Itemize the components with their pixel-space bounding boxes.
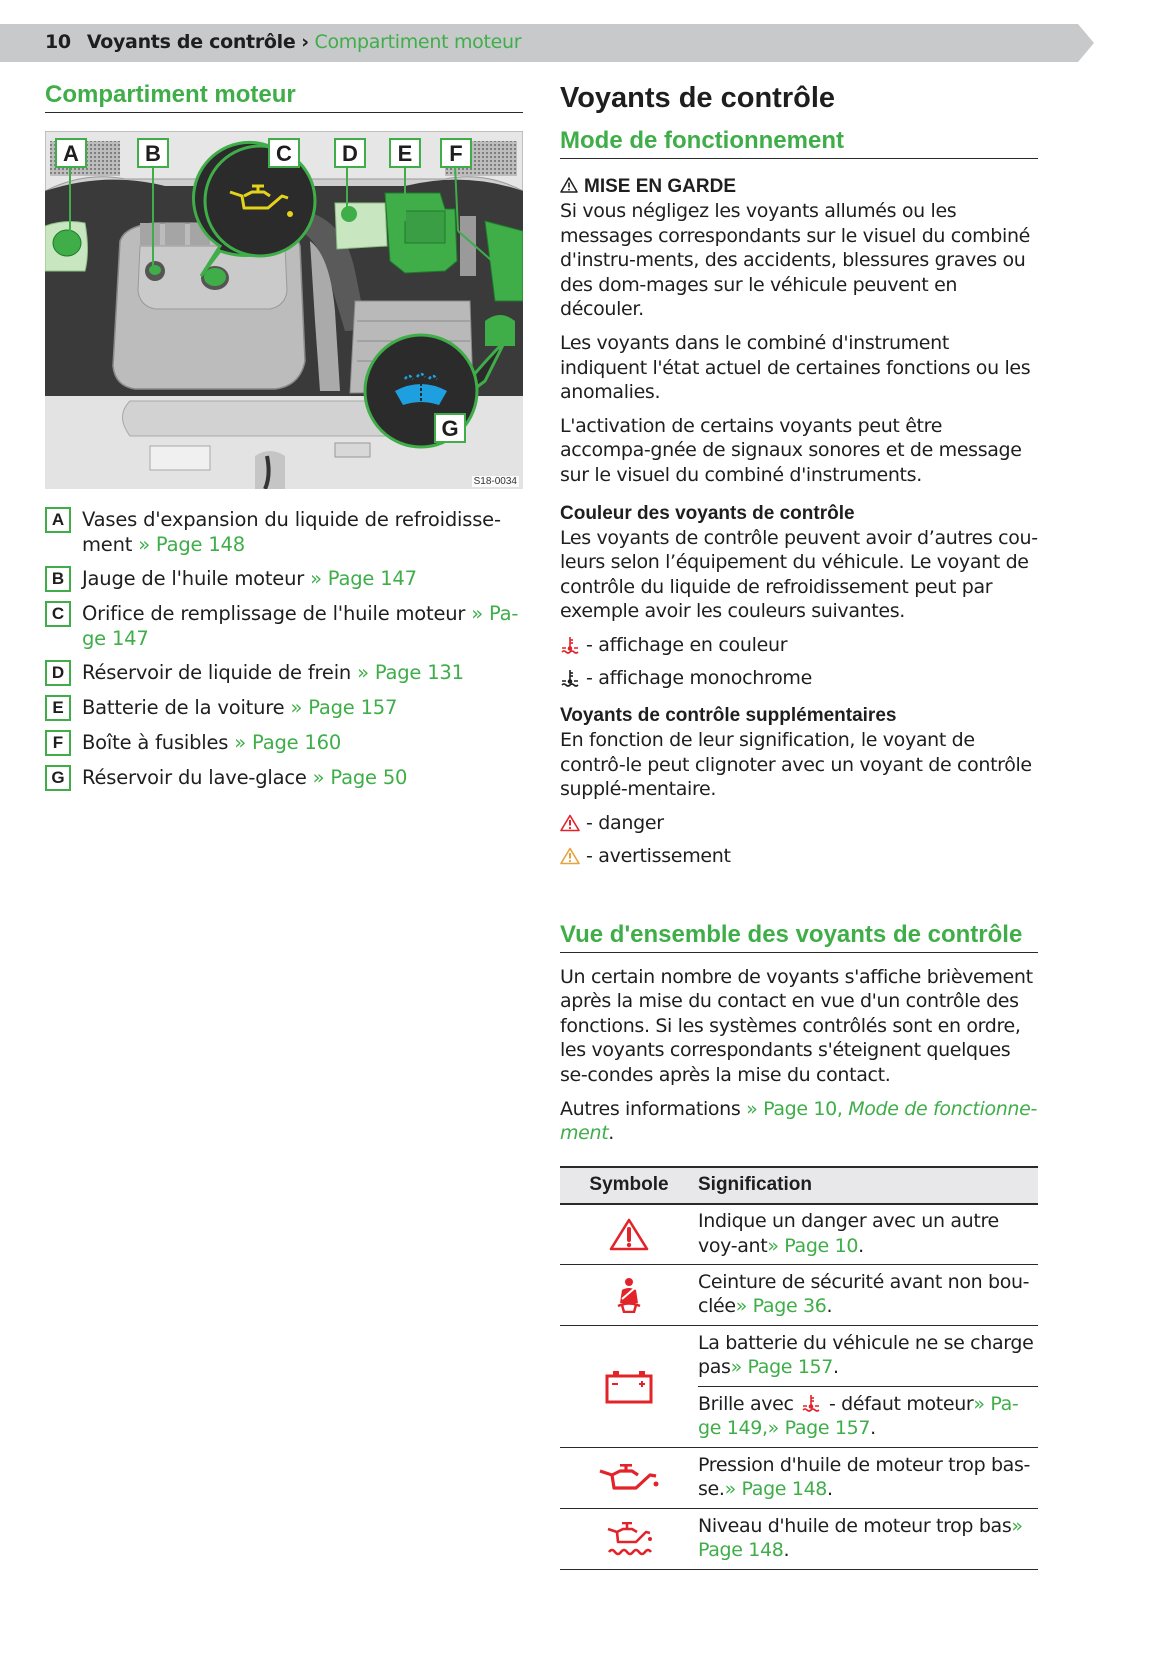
legend-item-a — [45, 507, 523, 557]
warning-heading — [560, 175, 1038, 199]
punctuation: . — [608, 1122, 614, 1145]
item-text: - danger — [586, 811, 664, 834]
table-row — [560, 1204, 1038, 1265]
table-row — [560, 1326, 1038, 1387]
section-title-overview: Vue d'ensemble des voyants de contrôle — [560, 920, 1038, 953]
svg-text:F: F — [449, 141, 463, 166]
battery-icon — [605, 1370, 653, 1404]
legend-key: E — [45, 695, 71, 721]
punctuation: . — [826, 1295, 833, 1318]
breadcrumb-current[interactable]: Compartiment moteur — [314, 31, 522, 53]
meaning-cell — [698, 1265, 1038, 1326]
color-display-item — [560, 633, 1038, 657]
meaning-text: Indique un danger avec un autre voy-ant — [698, 1210, 999, 1257]
page-number: 10 — [45, 31, 71, 53]
page-link[interactable]: » Page 157 — [284, 696, 398, 719]
legend-item-e — [45, 695, 523, 721]
oil-level-icon — [606, 1522, 652, 1556]
page-link[interactable]: » Page 50 — [306, 766, 408, 789]
oil-pressure-icon — [598, 1464, 660, 1492]
legend-text: Jauge de l'huile moteur — [82, 567, 305, 590]
meaning-text: - défaut moteur — [823, 1392, 974, 1415]
paragraph: L'activation de certains voyants peut être accompa-gnée de signaux sonores et de message sur le visuel du combiné d'instruments. — [560, 414, 1022, 486]
meaning-text: Pression d'huile de moteur trop bas-se. — [698, 1453, 1031, 1501]
chapter-title: Voyants de contrôle — [560, 82, 836, 114]
symbol-table — [560, 1166, 1038, 1571]
legend-item-g — [45, 765, 523, 791]
svg-text:B: B — [145, 141, 161, 166]
legend-key: G — [45, 765, 71, 791]
table-header-row — [560, 1167, 1038, 1204]
item-text: - affichage monochrome — [586, 666, 813, 689]
mono-display-item — [560, 666, 1038, 690]
legend-key: C — [45, 601, 71, 627]
meaning-cell — [698, 1509, 1038, 1570]
danger-triangle-icon — [560, 814, 580, 832]
column-header-meaning: Signification — [698, 1167, 1038, 1204]
legend-text: Réservoir du lave-glace — [82, 766, 307, 789]
item-text: - avertissement — [586, 844, 731, 867]
section-link[interactable]: Mode de fonctionne-ment — [560, 1097, 1037, 1145]
svg-text:D: D — [342, 141, 358, 166]
legend-text: Vases d'expansion du liquide de refroidisse-ment — [82, 508, 501, 556]
page-link[interactable]: » Page 157 — [730, 1356, 834, 1379]
meaning-text: Brille avec — [698, 1392, 794, 1415]
punctuation: . — [827, 1478, 833, 1501]
subheading-extra: Voyants de contrôle supplémentaires — [560, 704, 897, 726]
engine-bay-figure — [45, 131, 523, 489]
paragraph: Un certain nombre de voyants s'affiche brièvement après la mise du contact en vue d'un contrôle des fonctions. Si les systèmes contrôlés sont en ordre, les voyants correspondants s'éteignent quelques se-condes après la mise du contact. — [560, 965, 1033, 1087]
page-link[interactable]: » Page 148 — [724, 1478, 828, 1501]
table-row — [560, 1265, 1038, 1326]
symbol-cell — [560, 1326, 698, 1448]
symbol-cell — [560, 1204, 698, 1265]
meaning-text: Ceinture de sécurité avant non bou-clée — [698, 1270, 1030, 1318]
page-link[interactable]: » Pa-ge 147 — [82, 602, 519, 650]
symbol-cell — [560, 1265, 698, 1326]
legend-item-c — [45, 601, 523, 651]
page-link[interactable]: » Page 160 — [228, 731, 342, 754]
page-link[interactable]: » Page 148 — [132, 533, 245, 556]
warning-triangle-icon — [560, 177, 578, 193]
paragraph: Les voyants de contrôle peuvent avoir d’autres cou-leurs selon l’équipement du véhicule. Le voyant de contrôle du liquide de refroidissement peut par exemple avoir les couleurs suivantes. — [560, 526, 1038, 623]
meaning-text: Niveau d'huile de moteur trop bas — [698, 1514, 1012, 1537]
legend-text: Batterie de la voiture — [82, 696, 285, 719]
meaning-cell — [698, 1204, 1038, 1265]
paragraph: Les voyants dans le combiné d'instrument indiquent l'état actuel de certaines fonctions ou les anomalies. — [560, 331, 1031, 404]
legend-item-d — [45, 660, 523, 686]
legend-key: F — [45, 730, 71, 756]
punctuation: . — [858, 1234, 864, 1257]
column-header-symbol: Symbole — [560, 1167, 698, 1204]
meaning-cell — [698, 1387, 1038, 1448]
legend-text: Orifice de remplissage de l'huile moteur — [82, 602, 466, 625]
punctuation: . — [783, 1539, 790, 1562]
legend-item-f — [45, 730, 523, 756]
breadcrumb-separator: › — [301, 31, 309, 53]
coolant-temp-red-icon — [560, 636, 580, 654]
breadcrumb-parent[interactable]: Voyants de contrôle — [86, 31, 296, 53]
svg-text:C: C — [276, 141, 292, 166]
figure-code: S18-0034 — [473, 476, 517, 487]
section-title-mode: Mode de fonctionnement — [560, 126, 1038, 159]
page-link[interactable]: » Page 148 — [698, 1514, 1023, 1562]
engine-bay-illustration — [45, 131, 523, 489]
page-link[interactable]: » Page 10 — [767, 1234, 859, 1257]
more-info — [560, 1097, 1038, 1146]
coolant-temp-mono-icon — [560, 669, 580, 687]
page-link[interactable]: » Page 36 — [735, 1295, 827, 1318]
subheading-color: Couleur des voyants de contrôle — [560, 502, 855, 524]
warning-amber-triangle-icon — [560, 847, 580, 865]
punctuation: . — [870, 1417, 876, 1440]
svg-text:A: A — [63, 141, 79, 166]
danger-item — [560, 811, 1038, 835]
item-text: - affichage en couleur — [586, 633, 788, 656]
legend-key: B — [45, 566, 71, 592]
seatbelt-icon — [614, 1277, 644, 1313]
breadcrumb — [45, 30, 521, 54]
legend-item-b — [45, 566, 523, 592]
meaning-cell — [698, 1326, 1038, 1387]
paragraph: En fonction de leur signification, le voyant de contrô-le peut clignoter avec un voyant de contrôle supplé-mentaire. — [560, 728, 1032, 801]
page-link[interactable]: » Page 147 — [304, 567, 417, 590]
legend-text: Boîte à fusibles — [82, 731, 229, 754]
warning-item — [560, 844, 1038, 868]
warning-title: MISE EN GARDE — [584, 176, 737, 197]
page-link[interactable]: » Page 131 — [351, 661, 464, 684]
symbol-cell — [560, 1448, 698, 1509]
punctuation: . — [833, 1356, 839, 1379]
danger-triangle-icon — [609, 1218, 649, 1252]
legend-list — [45, 507, 523, 791]
warning-text: Si vous négligez les voyants allumés ou les messages correspondants sur le visuel du combiné d'instru-ments, des accidents, blessures graves ou des dom-mages sur le véhicule peuvent en découler. — [560, 200, 1030, 321]
coolant-temp-red-icon — [801, 1394, 821, 1412]
page-link[interactable]: » Page 10, — [740, 1097, 849, 1120]
meaning-text: La batterie du véhicule ne se charge pas — [698, 1331, 1034, 1379]
legend-key: D — [45, 660, 71, 686]
right-column — [560, 80, 1038, 1570]
section-title-engine-bay: Compartiment moteur — [45, 80, 523, 113]
legend-text: Réservoir de liquide de frein — [82, 661, 352, 684]
svg-text:E: E — [397, 141, 413, 166]
left-column — [45, 80, 523, 800]
meaning-cell — [698, 1448, 1038, 1509]
symbol-cell — [560, 1509, 698, 1570]
table-row — [560, 1509, 1038, 1570]
page-link[interactable]: » Pa-ge 149,» Page 157 — [698, 1392, 1019, 1440]
more-info-label: Autres informations — [560, 1097, 741, 1120]
svg-text:G: G — [441, 416, 459, 441]
table-row — [560, 1448, 1038, 1509]
legend-key: A — [45, 507, 71, 533]
